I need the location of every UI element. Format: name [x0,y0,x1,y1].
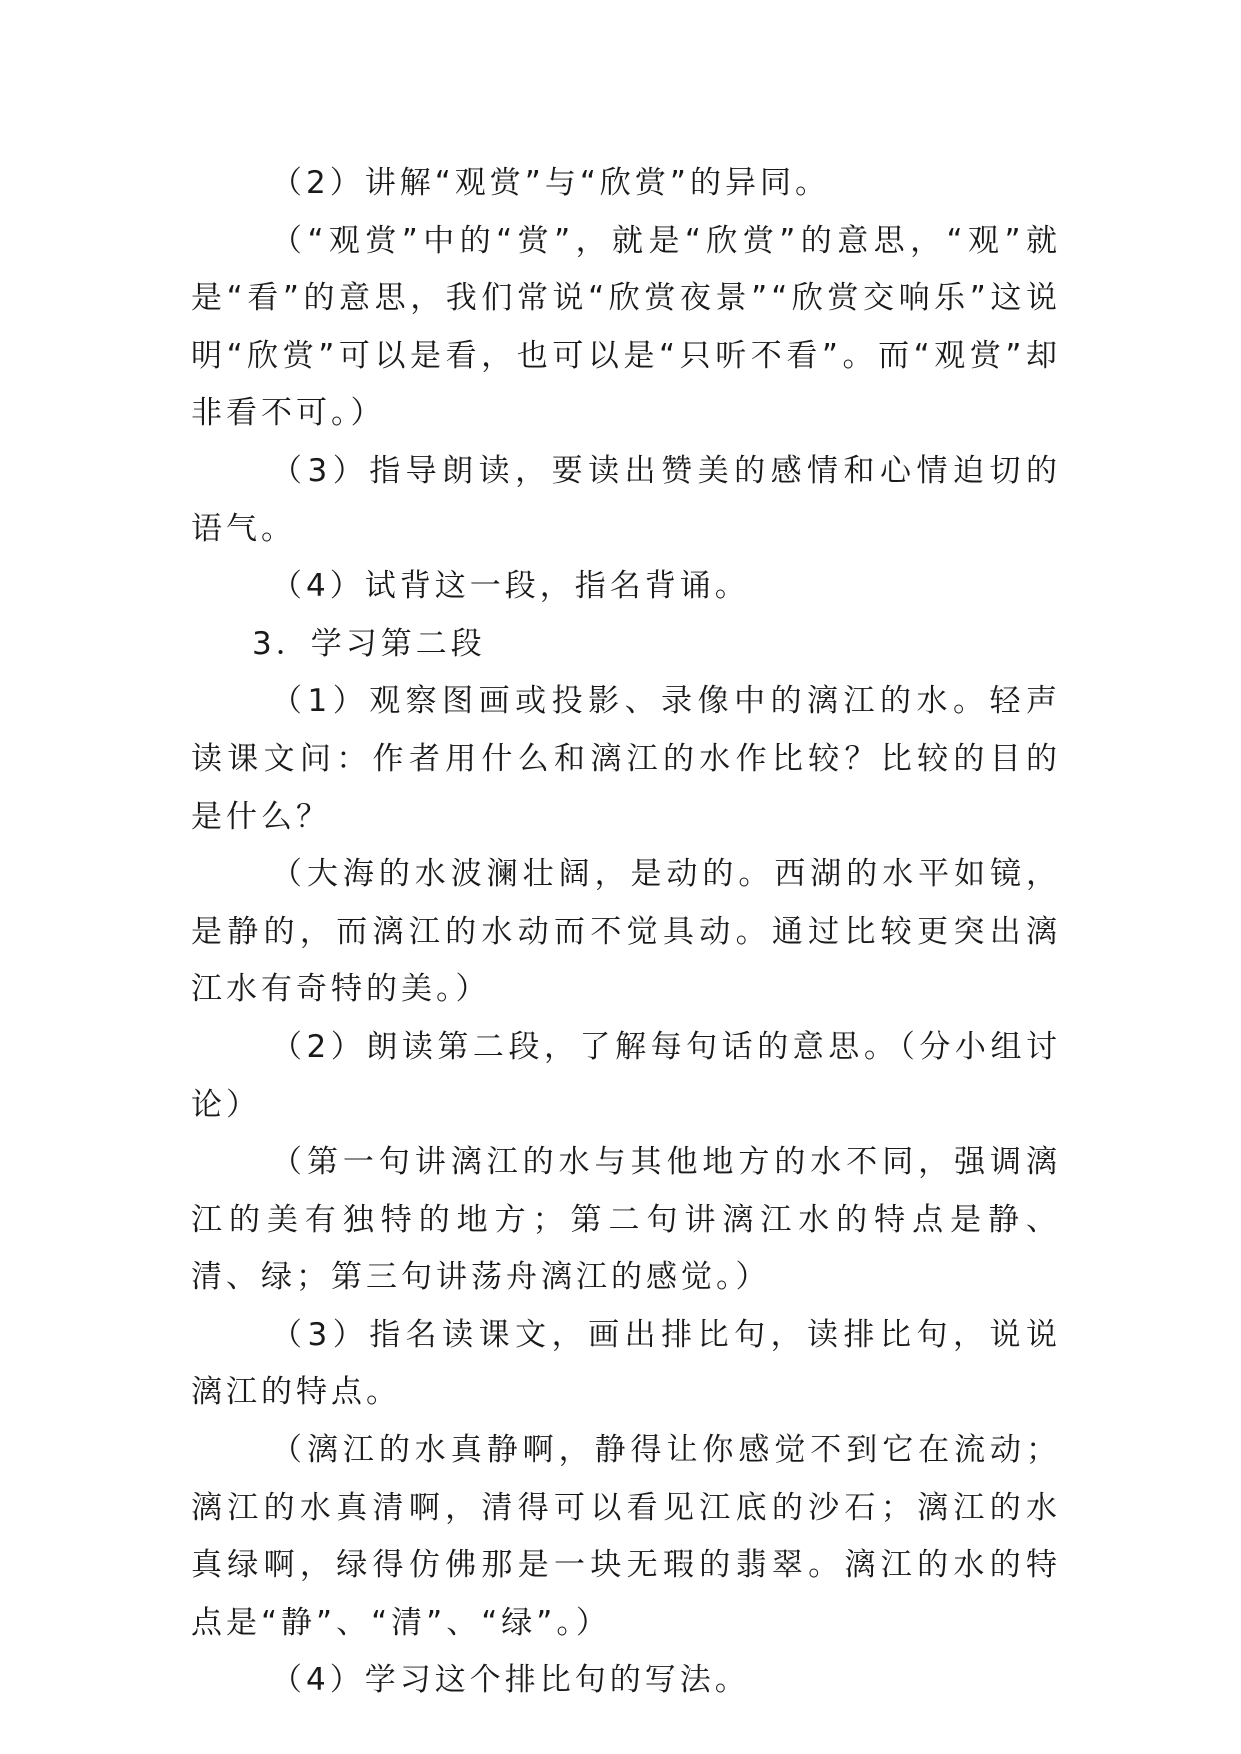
paragraph-item-2-compare: （2）讲解“观赏”与“欣赏”的异同。 [271,165,830,201]
paragraph-item-4-writing: （4）学习这个排比句的写法。 [271,1662,750,1699]
paragraph-item-4-recite: （4）试背这一段，指名背诵。 [271,568,750,605]
paragraph-item-3-parallelism: （3）指名读课文，画出排比句，读排比句，说说漓江的特点。 [191,1316,1061,1411]
section-heading-part-two: 3．学习第二段 [252,625,486,662]
paragraph-item-1-observe: （1）观察图画或投影、录像中的漓江的水。轻声读课文问：作者用什么和漓江的水作比较？比较的目的是什么？ [191,683,1061,835]
paragraph-answer-guanshang: （“观赏”中的“赏”，就是“欣赏”的意思，“观”就是“看”的意思，我们常说“欣赏夜景”“欣赏交响乐”这说明“欣赏”可以是看，也可以是“只听不看”。而“观赏”却非看不可。） [191,222,1061,432]
paragraph-answer-comparison: （大海的水波澜壮阔，是动的。西湖的水平如镜，是静的，而漓江的水动而不觉具动。通过比较更突出漓江水有奇特的美。） [191,856,1061,1008]
paragraph-answer-sentences: （第一句讲漓江的水与其他地方的水不同，强调漓江的美有独特的地方；第二句讲漓江水的特点是静、清、绿；第三句讲荡舟漓江的感觉。） [191,1144,1061,1296]
paragraph-item-2-read: （2）朗读第二段，了解每句话的意思。（分小组讨论） [191,1028,1061,1123]
paragraph-item-3-reading: （3）指导朗读，要读出赞美的感情和心情迫切的语气。 [191,452,1061,547]
document-body [191,155,1061,1710]
paragraph-answer-parallelism: （漓江的水真静啊，静得让你感觉不到它在流动；漓江的水真清啊，清得可以看见江底的沙石；漓江的水真绿啊，绿得仿佛那是一块无瑕的翡翠。漓江的水的特点是“静”、“清”、“绿”。） [191,1432,1061,1641]
